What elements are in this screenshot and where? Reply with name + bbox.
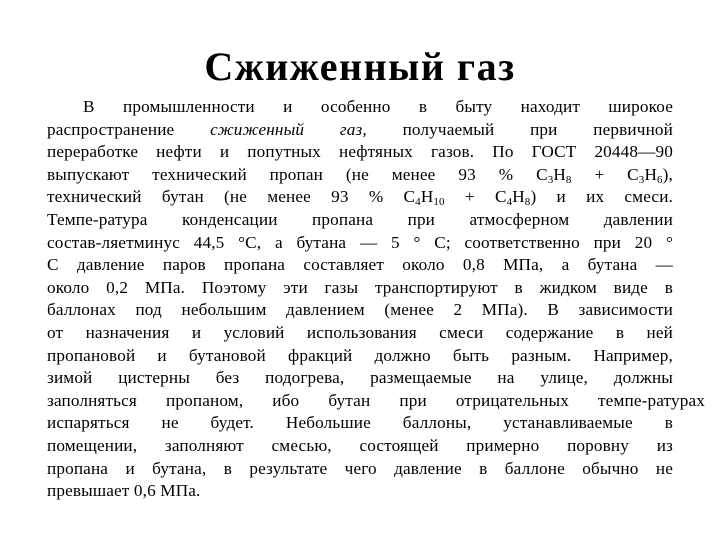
text-line: превышает 0,6 МПа. (47, 481, 201, 501)
text-line: пропана и бутана, в результате чего давление в баллоне обычно не (47, 458, 673, 478)
slide-body-text (47, 96, 705, 503)
text-line: В промышленности и особенно в быту находит широкое (83, 97, 673, 116)
text-line: переработке нефти и попутных нефтяных газов. По ГОСТ 20448—90 (47, 142, 673, 162)
text-line: распространение сжиженный газ, получаемый при первичной (47, 119, 674, 139)
slide-title: Сжиженный газ (204, 44, 516, 89)
text-line: Темпе-ратура конденсации пропана при атмосферном давлении (47, 209, 673, 229)
text-line: С давление паров пропана составляет около 0,8 МПа, а бутана — (47, 255, 673, 275)
text-line: баллонах под небольшим давлением (менее 2 МПа). В зависимости (47, 300, 673, 320)
text-line: заполняться пропаном, ибо бутан при отрицательных темпе-ратурах (47, 390, 705, 410)
text-line: выпускают технический пропан (не менее 93 % $C_3H_8 + C_3H_6$), (47, 164, 673, 186)
text-line: около 0,2 МПа. Поэтому эти газы транспортируют в жидком виде в (47, 277, 673, 297)
emphasis-term: сжиженный газ, (210, 119, 367, 139)
text-line: технический бутан (не менее 93 % $C_4H_{10} + C_4H_8$) и их смеси. (47, 187, 673, 209)
text-line: пропановой и бутановой фракций должно быть разным. Например, (47, 345, 673, 365)
text-line: зимой цистерны без подогрева, размещаемые на улице, должны (47, 368, 673, 388)
text-line: состав-ляетминус 44,5 °С, а бутана — 5 ° С; соответственно при 20 ° (47, 232, 673, 252)
text-line: испаряться не будет. Небольшие баллоны, устанавливаемые в (47, 413, 673, 433)
text-line: от назначения и условий использования смеси содержание в ней (47, 322, 673, 342)
text-line: помещении, заполняют смесью, состоящей примерно поровну из (47, 435, 673, 455)
